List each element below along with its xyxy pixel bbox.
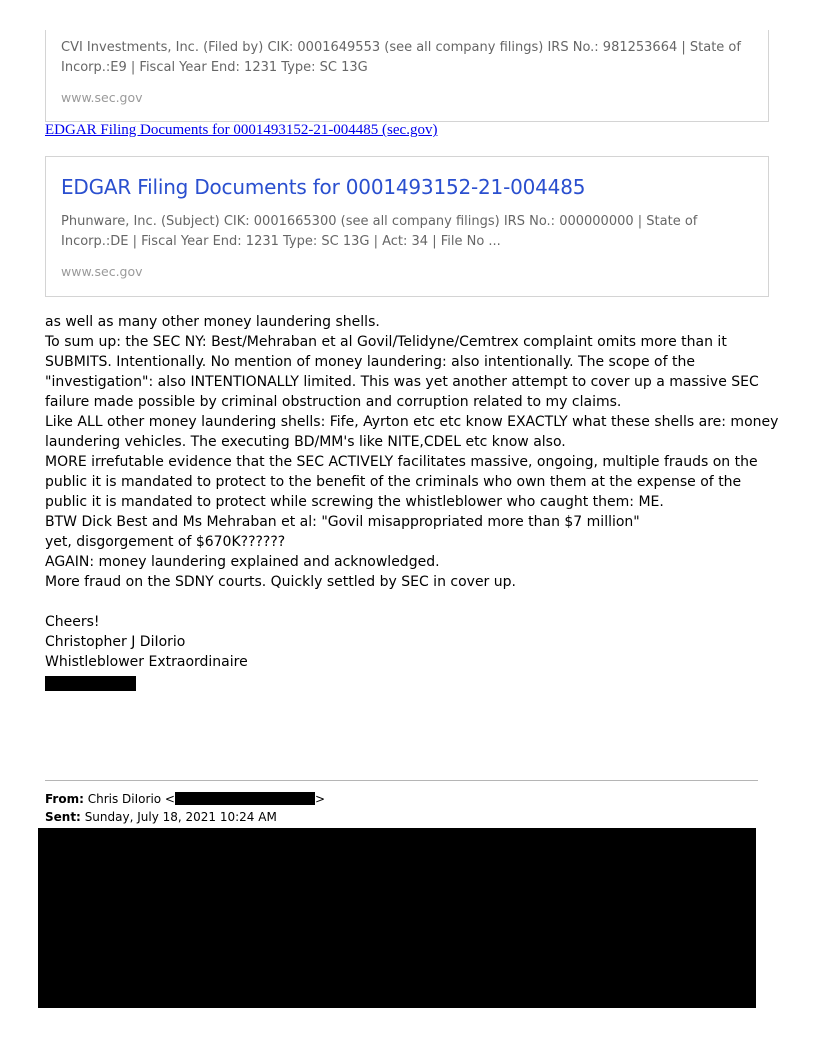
body-line: as well as many other money laundering shells. [45,314,380,330]
closing: Cheers! [45,614,100,630]
link-preview-card-phunware[interactable] [45,156,769,297]
edgar-filing-link[interactable]: EDGAR Filing Documents for 0001493152-21-004485 (sec.gov) [45,122,438,138]
body-line: More fraud on the SDNY courts. Quickly settled by SEC in cover up. [45,574,516,590]
body-line: BTW Dick Best and Ms Mehraban et al: "Govil misappropriated more than $7 million" [45,514,640,530]
from-close: > [315,792,326,806]
card-domain: www.sec.gov [61,264,143,279]
body-line: To sum up: the SEC NY: Best/Mehraban et al Govil/Telidyne/Cemtrex complaint omits more than it SUBMITS. Intentionally. No mention of money laundering: also intentionally. The scope of the "investigation": also INTENTIONALLY limited. This was yet another attempt to cover up a massive SEC failure made possible by criminal obstruction and corruption related to my claims. [45,334,759,410]
body-line: MORE irrefutable evidence that the SEC ACTIVELY facilitates massive, ongoing, multiple frauds on the public it is mandated to protect to the benefit of the criminals who own them at the expense of the public it is mandated to protect while screwing the whistleblower who caught them: ME. [45,454,758,510]
signature-title: Whistleblower Extraordinaire [45,654,248,670]
divider [45,780,758,781]
email-body [45,312,781,672]
card-title[interactable]: EDGAR Filing Documents for 0001493152-21-004485 [61,175,586,199]
redaction-box [175,792,315,805]
body-line: AGAIN: money laundering explained and acknowledged. [45,554,440,570]
signature-name: Christopher J DiIorio [45,634,186,650]
sent-label: Sent: [45,810,81,824]
body-line: Like ALL other money laundering shells: Fife, Ayrton etc etc know EXACTLY what these shells are: money laundering vehicles. The executing BD/MM's like NITE,CDEL etc know also. [45,414,779,450]
from-name: Chris DiIorio < [87,792,175,806]
card-domain: www.sec.gov [61,90,143,105]
card-description: CVI Investments, Inc. (Filed by) CIK: 0001649553 (see all company filings) IRS No.: 981253664 | State of Incorp.:E9 | Fiscal Year End: 1231 Type: SC 13G [61,40,741,75]
sent-row [45,808,325,826]
blank-line [45,592,781,612]
from-row [45,790,325,808]
from-label: From: [45,792,84,806]
body-line: yet, disgorgement of $670K?????? [45,534,286,550]
sent-value: Sunday, July 18, 2021 10:24 AM [84,810,277,824]
redaction-box [45,676,136,691]
redaction-block [38,828,756,1008]
card-description: Phunware, Inc. (Subject) CIK: 0001665300 (see all company filings) IRS No.: 000000000 | State of Incorp.:DE | Fiscal Year End: 1231 Type: SC 13G | Act: 34 | File No ... [61,214,698,249]
link-preview-card-cvi[interactable] [45,30,769,122]
forwarded-header [45,790,325,826]
